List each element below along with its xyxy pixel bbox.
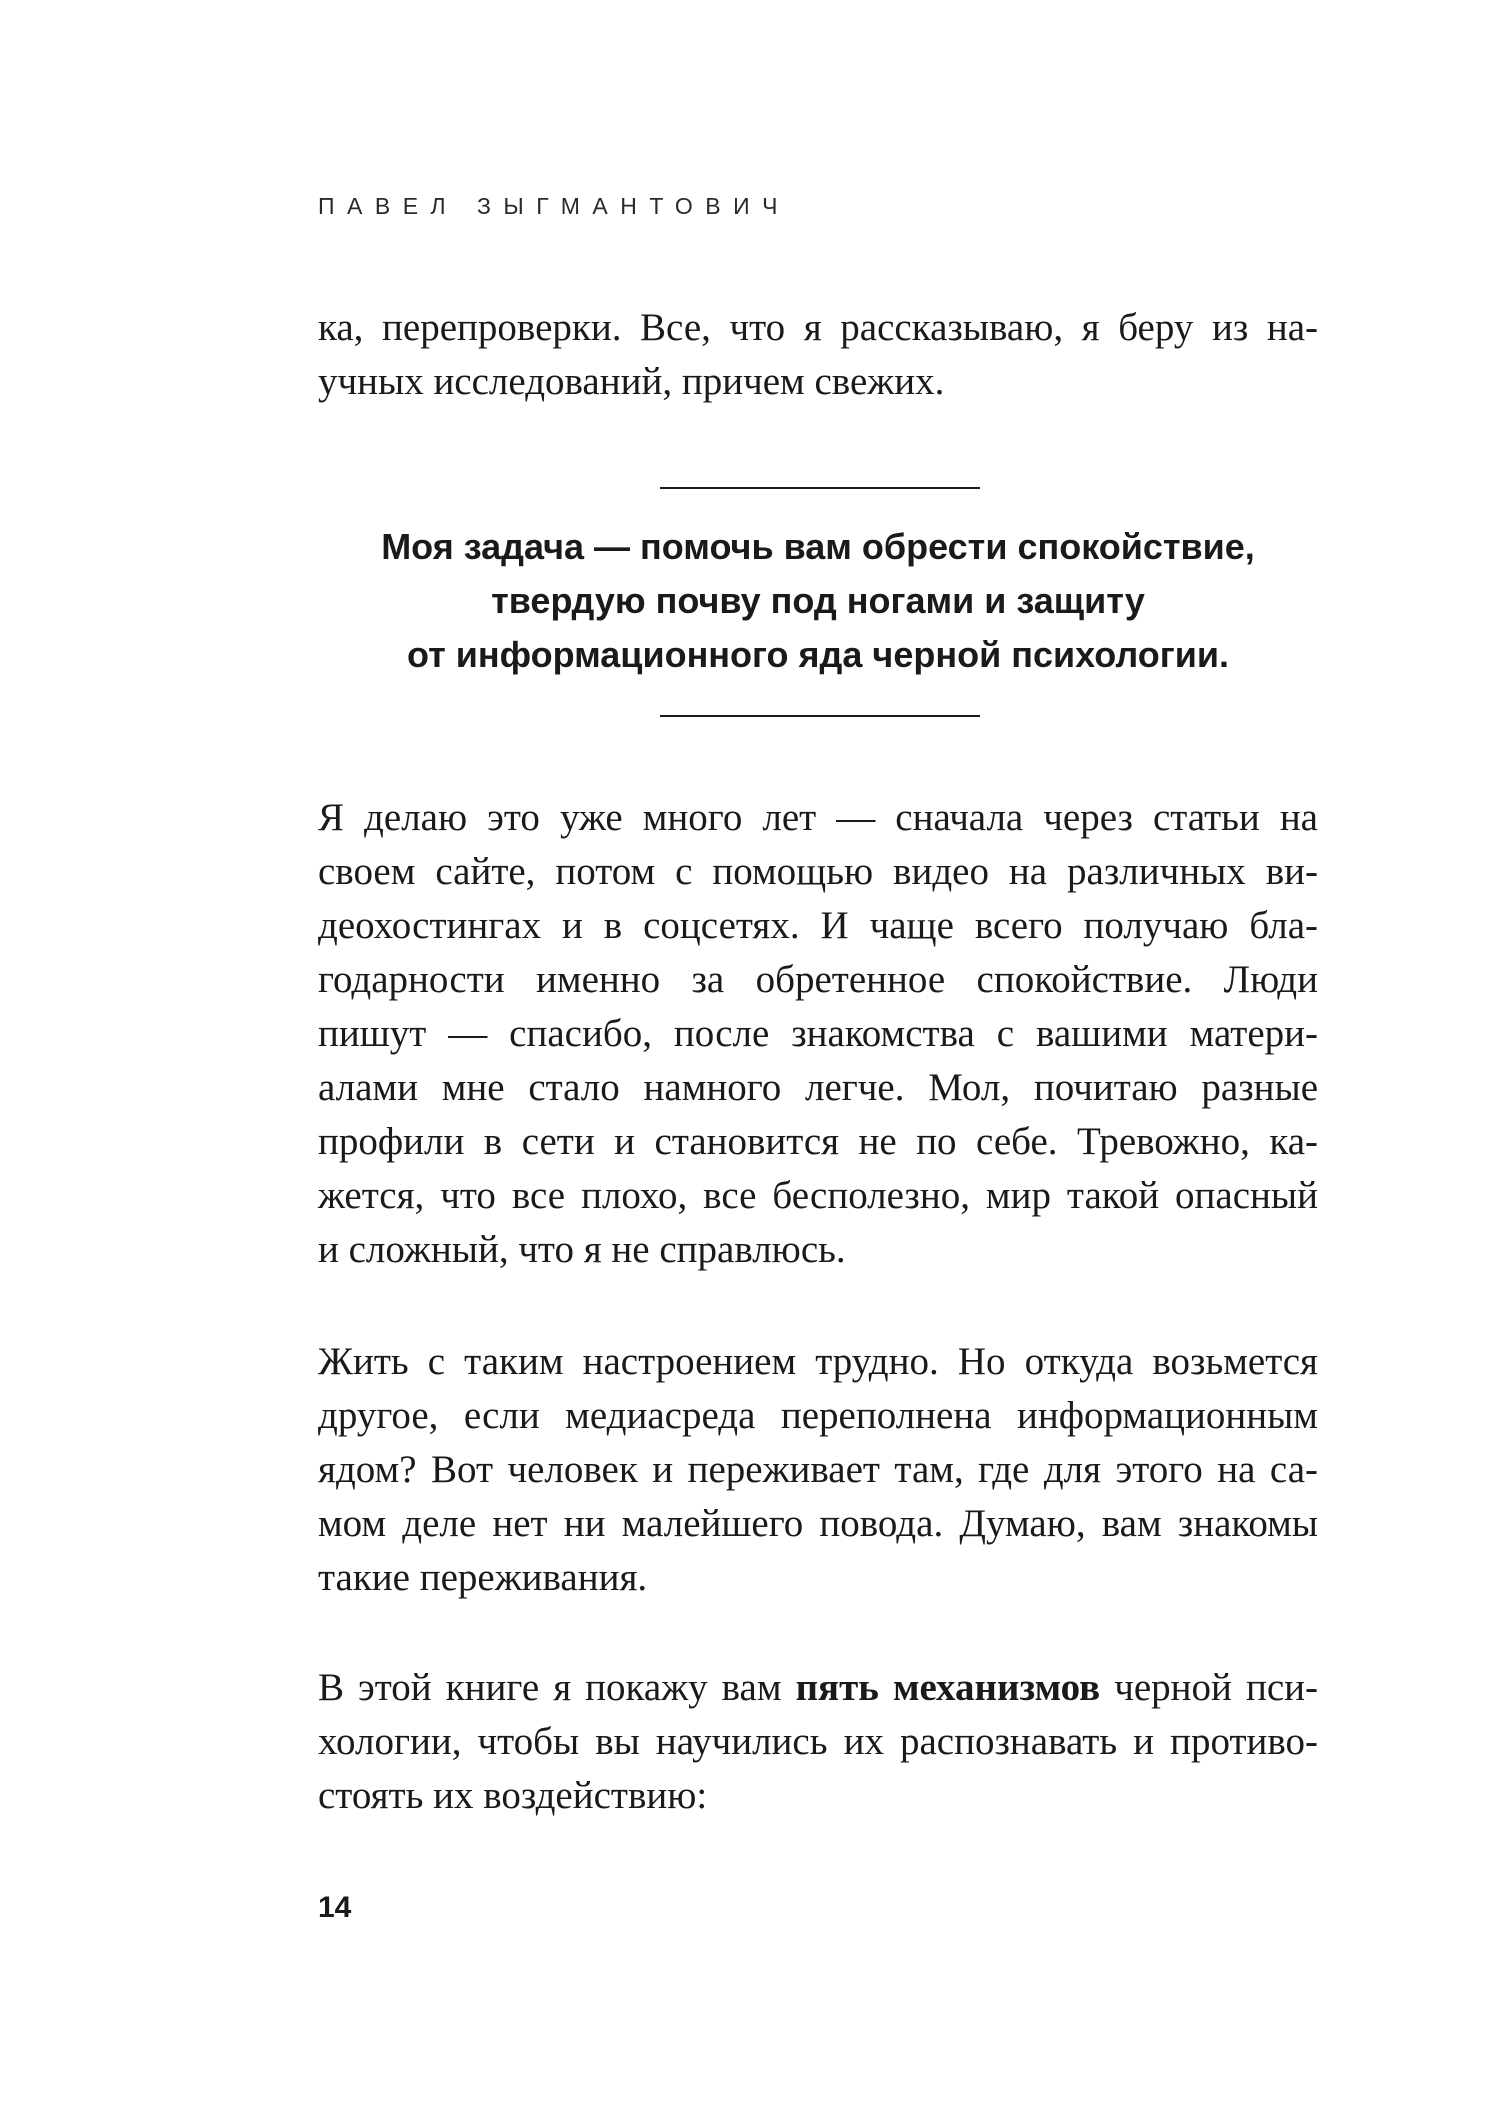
quote-line: твердую почву под ногами и защиту xyxy=(491,580,1145,621)
text-line: деохостингах и в соцсетях. И чаще всего получаю бла- xyxy=(318,904,1318,947)
text-line: жется, что все плохо, все бесполезно, мир такой опасный xyxy=(318,1174,1318,1217)
text-fragment: В этой книге я покажу вам xyxy=(318,1666,796,1709)
quote-rule-top xyxy=(660,487,980,489)
quote-line: Моя задача — помочь вам обрести спокойствие, xyxy=(381,526,1255,567)
text-line: пишут — спасибо, после знакомства с вашими матери- xyxy=(318,1012,1318,1055)
text-line: мом деле нет ни малейшего повода. Думаю, вам знакомы xyxy=(318,1502,1318,1545)
text-line: своем сайте, потом с помощью видео на различных ви- xyxy=(318,850,1318,893)
text-line: ка, перепроверки. Все, что я рассказываю, я беру из на- xyxy=(318,306,1318,349)
text-line: алами мне стало намного легче. Мол, почитаю разные xyxy=(318,1066,1318,1109)
text-line: ядом? Вот человек и переживает там, где для этого на са- xyxy=(318,1448,1318,1491)
paragraph-2 xyxy=(318,791,1318,1277)
text-line: Я делаю это уже много лет — сначала через статьи на xyxy=(318,796,1318,839)
text-line: Жить с таким настроением трудно. Но откуда возьмется xyxy=(318,1340,1318,1383)
bold-phrase: пять механизмов xyxy=(795,1666,1101,1709)
paragraph-4 xyxy=(318,1661,1318,1823)
text-line: и сложный, что я не справлюсь. xyxy=(318,1228,846,1271)
pull-quote xyxy=(318,520,1318,682)
page-number: 14 xyxy=(318,1891,352,1924)
text-line: годарности именно за обретенное спокойствие. Люди xyxy=(318,958,1318,1001)
text-line: другое, если медиасреда переполнена информационным xyxy=(318,1394,1318,1437)
text-line: такие переживания. xyxy=(318,1556,648,1599)
text-line: учных исследований, причем свежих. xyxy=(318,360,945,403)
running-head: ПАВЕЛ ЗЫГМАНТОВИЧ xyxy=(318,193,790,219)
quote-line: от информационного яда черной психологии. xyxy=(407,634,1229,675)
paragraph-top xyxy=(318,301,1318,409)
text-line: профили в сети и становится не по себе. Тревожно, ка- xyxy=(318,1120,1318,1163)
text-line xyxy=(318,1661,1318,1715)
text-line: хологии, чтобы вы научились их распознавать и противо- xyxy=(318,1720,1318,1763)
paragraph-3 xyxy=(318,1335,1318,1605)
text-line: стоять их воздействию: xyxy=(318,1774,708,1817)
text-fragment: черной пси- xyxy=(1100,1666,1318,1709)
quote-rule-bottom xyxy=(660,715,980,717)
